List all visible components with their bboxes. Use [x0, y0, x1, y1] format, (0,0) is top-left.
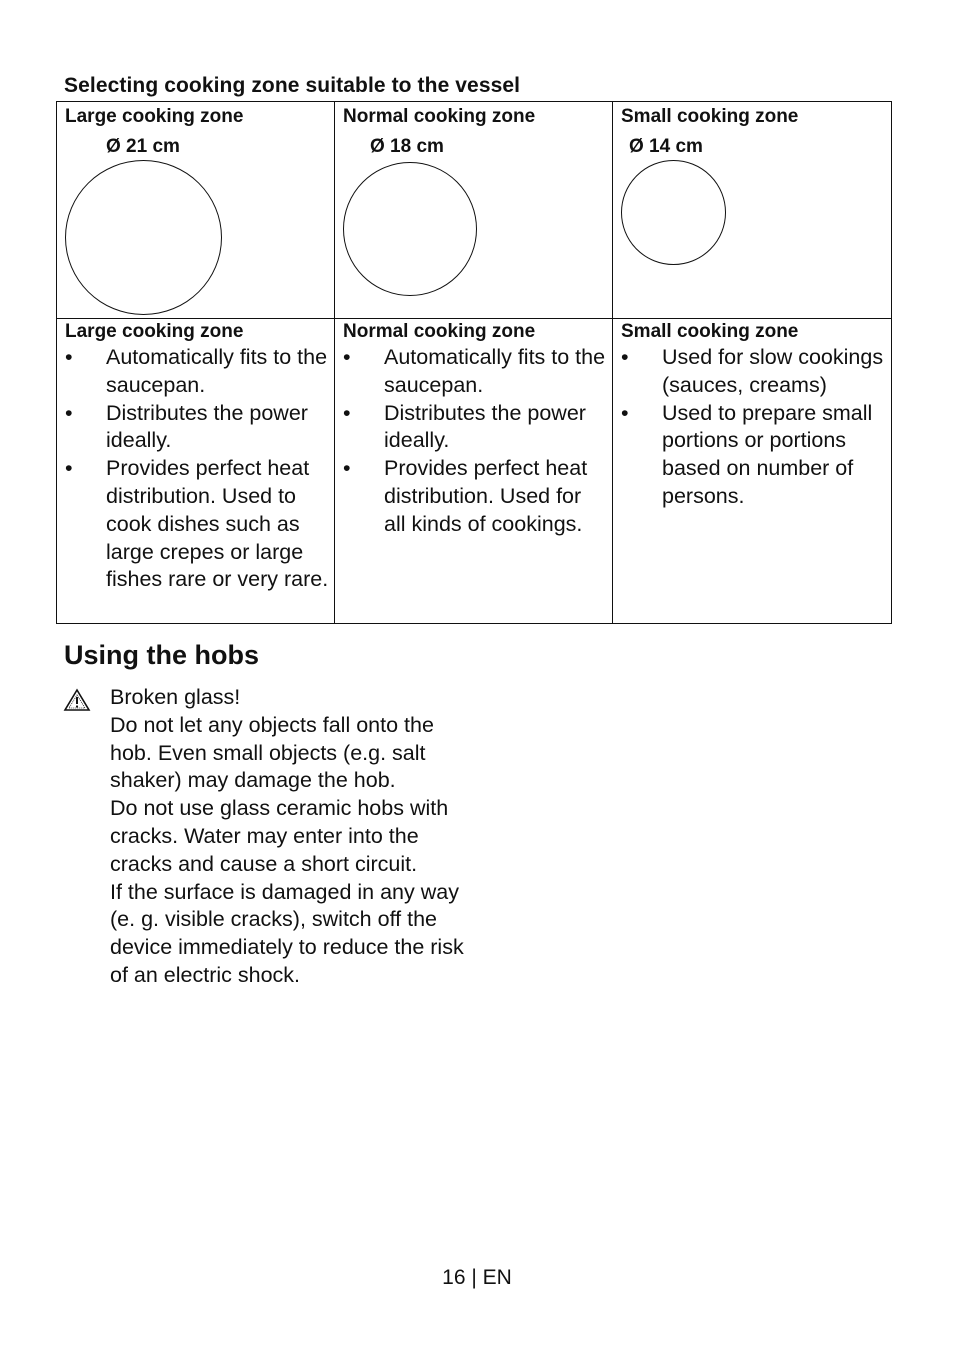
zone-diameter: Ø 21 cm	[106, 136, 180, 157]
cooking-zone-table	[56, 101, 892, 624]
bullet-item: • Automatically fits to the saucepan.	[57, 344, 330, 400]
zone-description-row	[57, 319, 892, 624]
page-number: 16 | EN	[442, 1266, 512, 1289]
bullet-list	[335, 344, 608, 539]
zone-header: Small cooking zone	[621, 106, 799, 127]
normal-zone-description	[335, 319, 613, 624]
warning-text	[110, 684, 480, 990]
bullet-list	[57, 344, 330, 594]
normal-zone-cell	[335, 102, 613, 319]
small-zone-cell	[613, 102, 892, 319]
large-zone-cell	[57, 102, 335, 319]
warning-paragraph: If the surface is damaged in any way (e. g. visible cracks), switch off the device immediately to reduce the risk of an electric shock.	[110, 879, 464, 987]
section-title: Selecting cooking zone suitable to the vessel	[64, 74, 521, 97]
zone-header: Large cooking zone	[65, 321, 244, 342]
bullet-item: • Provides perfect heat distribution. Used to cook dishes such as large crepes or large fishes rare or very rare.	[57, 455, 330, 594]
large-zone-description	[57, 319, 335, 624]
warning-title: Broken glass!	[110, 685, 241, 709]
large-zone-circle	[65, 160, 222, 315]
bullet-item: • Distributes the power ideally.	[335, 400, 608, 456]
warning-triangle-icon	[63, 688, 91, 712]
bullet-item: • Automatically fits to the saucepan.	[335, 344, 608, 400]
small-zone-description	[613, 319, 892, 624]
hobs-section-title: Using the hobs	[64, 640, 259, 670]
zone-header: Small cooking zone	[621, 321, 799, 342]
zone-diagram-row	[57, 102, 892, 319]
warning-paragraph: Do not let any objects fall onto the hob. Even small objects (e.g. salt shaker) may damage the hob.	[110, 712, 434, 793]
bullet-item: • Provides perfect heat distribution. Used for all kinds of cookings.	[335, 455, 608, 538]
zone-diameter: Ø 14 cm	[629, 136, 703, 157]
zone-header: Normal cooking zone	[343, 106, 536, 127]
zone-diameter: Ø 18 cm	[370, 136, 444, 157]
zone-header: Large cooking zone	[65, 106, 244, 127]
bullet-item: • Used for slow cookings (sauces, creams)	[613, 344, 887, 400]
bullet-item: • Distributes the power ideally.	[57, 400, 330, 456]
bullet-item: • Used to prepare small portions or portions based on number of persons.	[613, 400, 887, 511]
warning-paragraph: Do not use glass ceramic hobs with cracks. Water may enter into the cracks and cause a short circuit.	[110, 796, 449, 876]
small-zone-circle	[621, 160, 726, 265]
zone-header: Normal cooking zone	[343, 321, 536, 342]
normal-zone-circle	[343, 162, 477, 296]
bullet-list	[613, 344, 887, 511]
